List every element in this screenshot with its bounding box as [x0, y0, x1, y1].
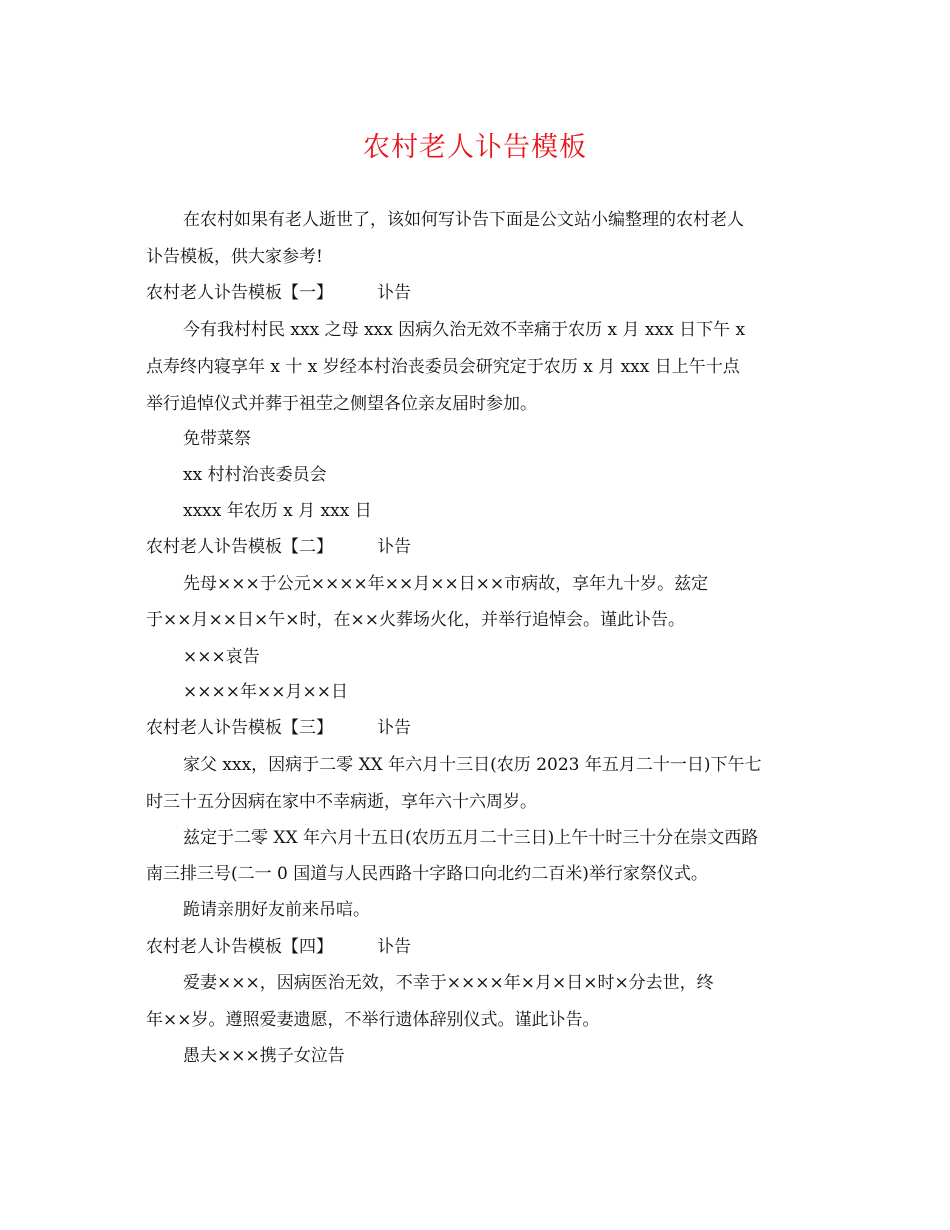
date-line: ××××年××月××日	[183, 682, 348, 702]
date-line: xxxx 年农历 x 月 xxx 日	[183, 501, 372, 521]
paragraph-line: 时三十五分因病在家中不幸病逝，享年六十六周岁。	[146, 792, 537, 812]
signature-line: 愚夫×××携子女泣告	[183, 1046, 345, 1066]
section-heading-row	[146, 281, 826, 305]
section-heading-row	[146, 716, 826, 740]
paragraph-line: 于××月××日×午×时，在××火葬场火化，并举行追悼会。谨此讣告。	[146, 610, 685, 630]
paragraph-line: 爱妻×××，因病医治无效，不幸于××××年×月×日×时×分去世，终	[183, 973, 714, 993]
paragraph-line: 免带菜祭	[183, 429, 251, 449]
paragraph-line: 年××岁。遵照爱妻遗愿，不举行遗体辞别仪式。谨此讣告。	[146, 1010, 600, 1030]
page-title: 农村老人讣告模板	[363, 132, 587, 163]
signature-line: ×××哀告	[183, 647, 260, 667]
intro-line: 在农村如果有老人逝世了，该如何写讣告下面是公文站小编整理的农村老人	[183, 210, 744, 230]
paragraph-line: 家父 xxx，因病于二零 XX 年六月十三日(农历 2023 年五月二十一日)下午七	[183, 755, 762, 775]
paragraph-line: 举行追悼仪式并葬于祖茔之侧望各位亲友届时参加。	[146, 394, 537, 414]
section-heading: 农村老人讣告模板【二】	[146, 537, 333, 557]
paragraph-line: 兹定于二零 XX 年六月十五日(农历五月二十三日)上午十时三十分在崇文西路	[183, 828, 759, 848]
paragraph-line: 点寿终内寝享年 x 十 x 岁经本村治丧委员会研究定于农历 x 月 xxx 日上午十点	[146, 357, 740, 377]
section-label: 讣告	[377, 718, 411, 738]
section-heading: 农村老人讣告模板【四】	[146, 937, 333, 957]
paragraph-line: 今有我村村民 xxx 之母 xxx 因病久治无效不幸痛于农历 x 月 xxx 日下午 x	[183, 320, 746, 340]
section-heading-row	[146, 935, 826, 959]
section-label: 讣告	[377, 937, 411, 957]
section-heading: 农村老人讣告模板【一】	[146, 283, 333, 303]
intro-line: 讣告模板，供大家参考!	[146, 247, 323, 267]
signature-line: xx 村村治丧委员会	[183, 465, 327, 485]
paragraph-line: 南三排三号(二一 0 国道与人民西路十字路口向北约二百米)举行家祭仪式。	[146, 864, 708, 884]
section-label: 讣告	[377, 283, 411, 303]
paragraph-line: 跪请亲朋好友前来吊唁。	[183, 900, 370, 920]
section-label: 讣告	[377, 537, 411, 557]
paragraph-line: 先母×××于公元××××年××月××日××市病故，享年九十岁。兹定	[183, 574, 709, 594]
section-heading-row	[146, 535, 826, 559]
section-heading: 农村老人讣告模板【三】	[146, 718, 333, 738]
